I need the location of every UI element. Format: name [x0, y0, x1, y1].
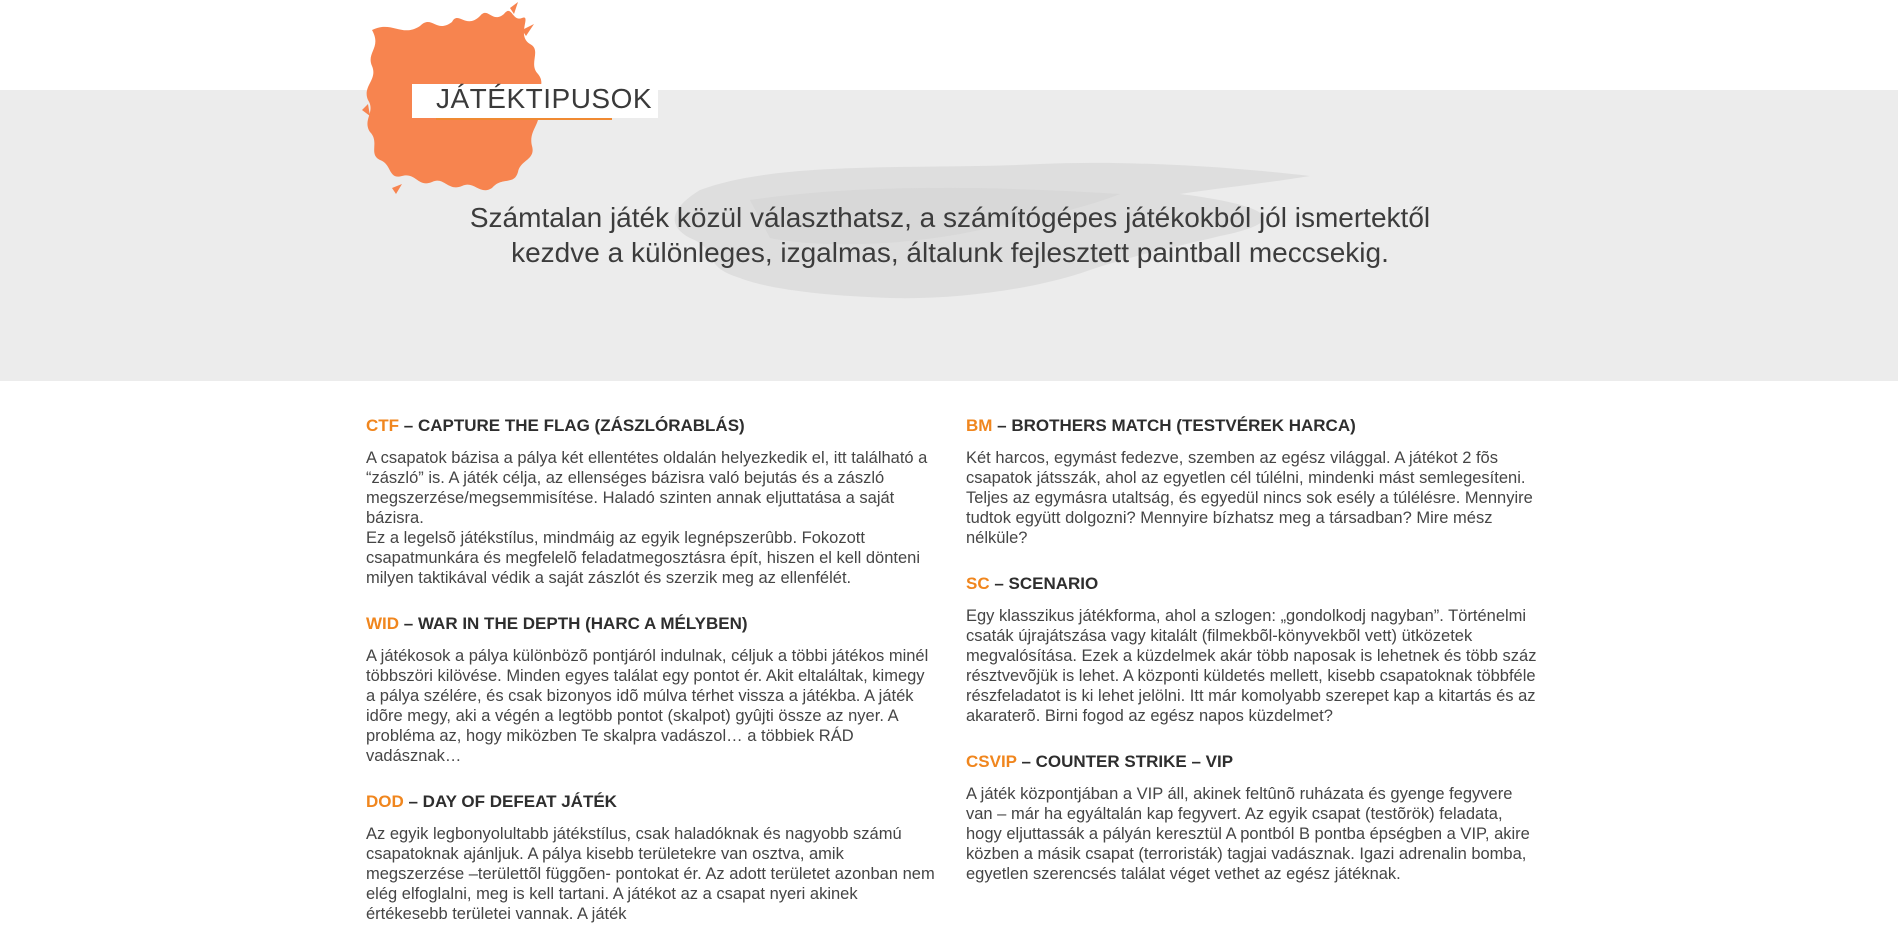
game-types-right-column [966, 414, 1538, 908]
game-type-ctf [366, 414, 938, 588]
game-type-sc [966, 572, 1538, 726]
game-abbr: WID [366, 614, 400, 633]
game-abbr: CTF [366, 416, 400, 435]
game-title: – SCENARIO [989, 574, 1099, 593]
game-description: Két harcos, egymást fedezve, szemben az egész világgal. A játékot 2 fõs csapatok játsszák, ahol az egyetlen cél túlélni, mindenki mást semlegesíteni. Teljes az egymásra utaltság, és egyedül nincs sok esély a túlélésre. Mennyire tudtok együtt dolgozni? Mennyire bízhatsz meg a társadban? Mire mész nélküle? [966, 449, 1533, 547]
game-description: A játékosok a pálya különbözõ pontjáról indulnak, céljuk a többi játékos minél többszöri kilövése. Minden egyes találat egy pontot ér. Akit eltaláltak, kimegy a pálya szélére, és csak bizonyos idõ múlva térhet vissza a játékba. A játék idõre megy, aki a végén a legtöbb pontot (skalpot) gyûjti össze az nyer. A probléma az, hogy miközben Te skalpra vadászol… a többiek RÁD vadásznak… [366, 647, 929, 765]
game-abbr: DOD [366, 792, 404, 811]
game-description: Az egyik legbonyolultabb játékstílus, csak haladóknak és nagyobb számú csapatoknak ajánljuk. A pálya kisebb területekre van osztva, amik megszerzése –területtõl függõen- pontokat ér. Az adott területet azonban nem elég elfoglalni, meg is kell tartani. A játékot az a csapat nyeri akinek értékesebb területei vannak. A játék [366, 825, 935, 923]
game-title: – CAPTURE THE FLAG (ZÁSZLÓRABLÁS) [399, 416, 745, 435]
game-heading [966, 414, 1538, 438]
game-title: – BROTHERS MATCH (TESTVÉREK HARCA) [992, 416, 1356, 435]
game-heading [366, 790, 938, 814]
game-type-csvip [966, 750, 1538, 884]
game-description: Egy klasszikus játékforma, ahol a szlogen: „gondolkodj nagyban”. Történelmi csaták újrajátszása vagy kitalált (filmekbõl-könyvekbõl vett) ütközetek megvalósítása. Ezek a küzdelmek akár több naposak is lehetnek és több száz résztvevõjük is lehet. A központi küldetés mellett, kisebb csapatoknak többféle részfeladatot is ki lehet jelölni. Itt már komolyabb szerepet kap a kitartás és az akaraterõ. Birni fogod az egész napos küzdelmet? [966, 607, 1537, 725]
game-type-bm [966, 414, 1538, 548]
game-description: A játék központjában a VIP áll, akinek feltûnõ ruházata és gyenge fegyvere van – már ha egyáltalán kap fegyvert. Az egyik csapat (testõrök) feladata, hogy eljuttassák a pályán keresztül A pontból B pontba épségben a VIP, akire közben a másik csapat (terroristák) tagjai vadásznak. Igazi adrenalin bomba, egyetlen szerencsés találat véget vethet az egész játéknak. [966, 785, 1530, 883]
game-abbr: BM [966, 416, 993, 435]
game-type-wid [366, 612, 938, 766]
game-abbr: SC [966, 574, 990, 593]
game-description: A csapatok bázisa a pálya két ellentétes oldalán helyezkedik el, itt található a “zászló” is. A játék célja, az ellenséges bázisra való bejutás és a zászló megszerzése/megsemmisítése. Haladó szinten annak eljuttatása a saját bázisra. Ez a legelsõ játékstílus, mindmáig az egyik legnépszerûbb. Fokozott csapatmunkára és megfelelõ feladatmegosztásra épít, hiszen el kell dönteni milyen taktikával védik a saját zászlót és szerzik meg az ellenfélét. [366, 449, 928, 587]
game-heading [966, 572, 1538, 596]
page-title: JÁTÉKTIPUSOK [436, 83, 653, 114]
game-title: – DAY OF DEFEAT JÁTÉK [403, 792, 617, 811]
title-underline [436, 118, 612, 120]
game-types-left-column [366, 414, 938, 948]
game-heading [966, 750, 1538, 774]
game-title: – COUNTER STRIKE – VIP [1016, 752, 1234, 771]
tagline [380, 200, 1520, 270]
game-abbr: CSVIP [966, 752, 1017, 771]
game-title: – WAR IN THE DEPTH (HARC A MÉLYBEN) [399, 614, 748, 633]
game-heading [366, 414, 938, 438]
game-heading [366, 612, 938, 636]
tagline-line-2: kezdve a különleges, izgalmas, általunk fejlesztett paintball meccsekig. [511, 237, 1389, 268]
tagline-line-1: Számtalan játék közül választhatsz, a számítógépes játékokból jól ismertektől [469, 202, 1431, 233]
game-type-dod [366, 790, 938, 924]
